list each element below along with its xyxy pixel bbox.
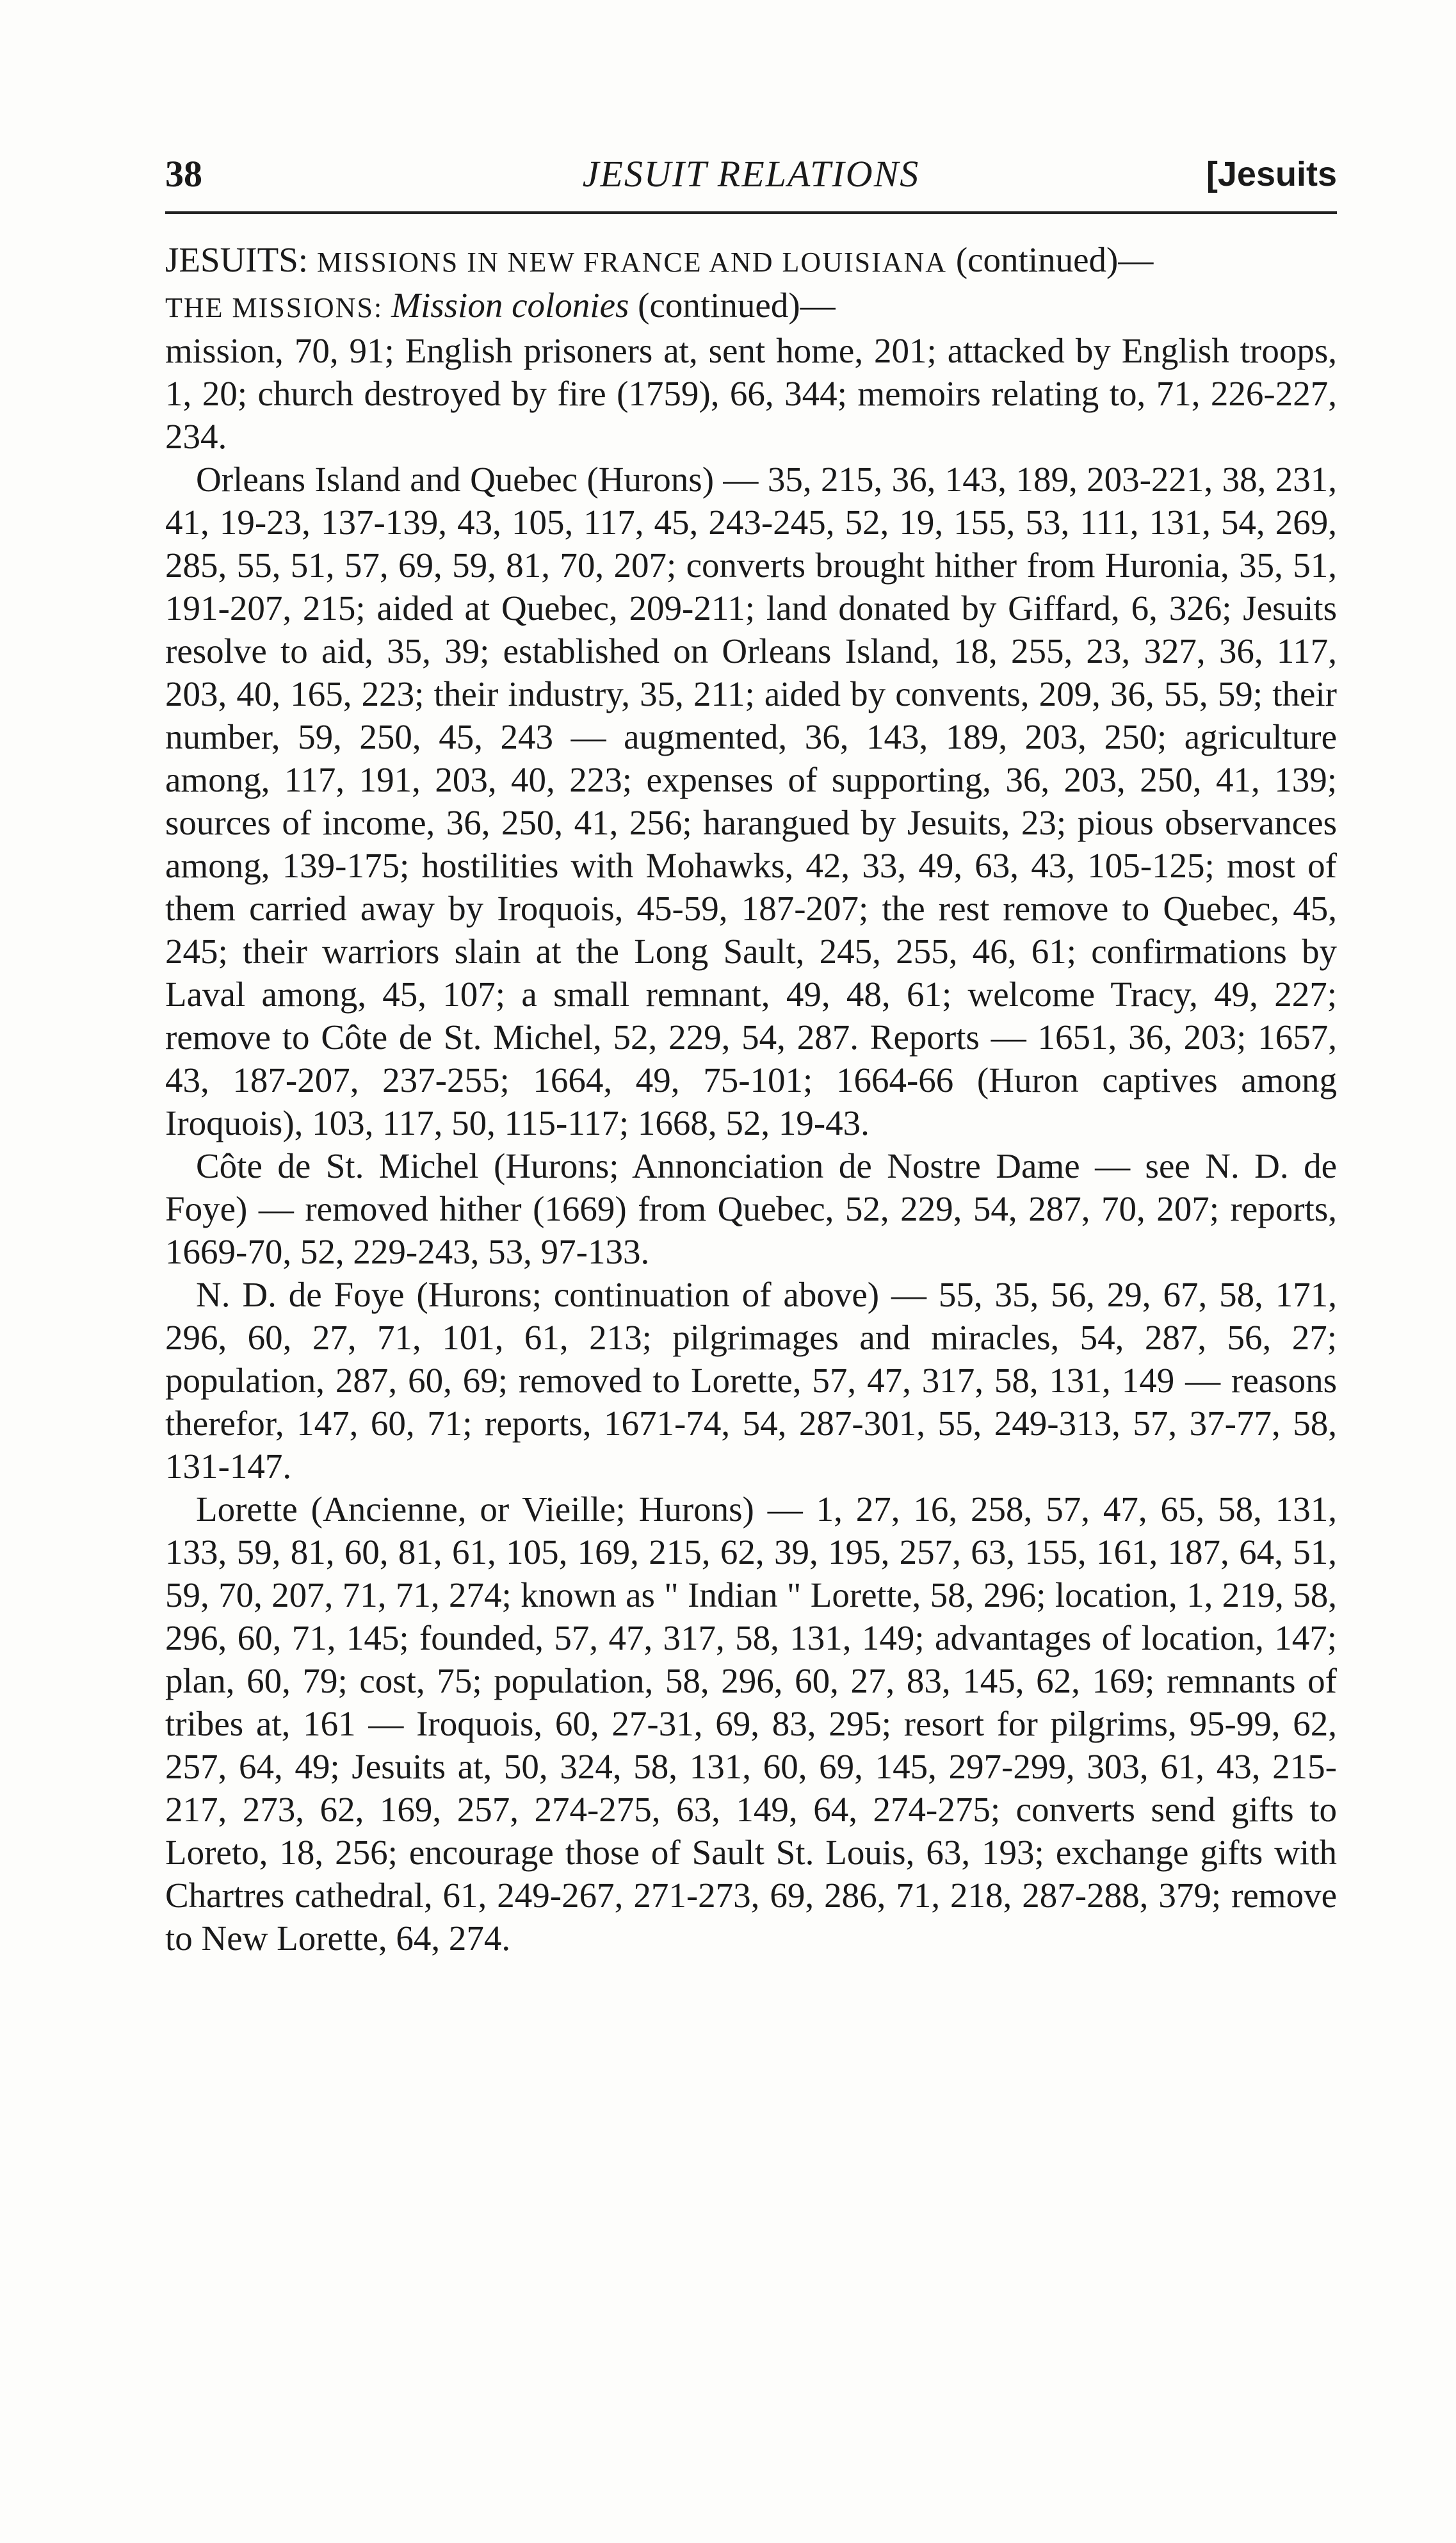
entry-paragraph-orleans-island: Orleans Island and Quebec (Hurons) — 35, 215, 36, 143, 189, 203-221, 38, 231, 41, 19-23, 137-139, 43, 105, 117, 45, 243-245, 52, 19, 155, 53, 111, 131, 54, 269, 285, 55, 51, 57, 69, 59, 81, 70, 207; converts brought hither from Huronia, 35, 51, 191-207, 215; aided at Quebec, 209-211; land donated by Giffard, 6, 326; Jesuits resolve to aid, 35, 39; established on Orleans Island, 18, 255, 23, 327, 36, 117, 203, 40, 165, 223; their industry, 35, 211; aided by convents, 209, 36, 55, 59; their number, 59, 250, 45, 243 — augmented, 36, 143, 189, 203, 250; agriculture among, 117, 191, 203, 40, 223; expenses of supporting, 36, 203, 250, 41, 139; sources of income, 36, 250, 41, 256; harangued by Jesuits, 23; pious observances among, 139-175; hostilities with Mohawks, 42, 33, 49, 63, 43, 105-125; most of them carried away by Iroquois, 45-59, 187-207; the rest remove to Quebec, 45, 245; their warriors slain at the Long Sault, 245, 255, 46, 61; confirmations by Laval among, 45, 107; a small remnant, 49, 48, 61; welcome Tracy, 49, 227; remove to Côte de St. Michel, 52, 229, 54, 287. Reports — 1651, 36, 203; 1657, 43, 187-207, 237-255; 1664, 49, 75-101; 1664-66 (Huron captives among Iroquois), 103, 117, 50, 115-117; 1668, 52, 19-43. bbox=[165, 460, 1337, 1142]
running-head bbox=[165, 149, 1337, 200]
entry-heading-missions: THE MISSIONS: bbox=[165, 292, 392, 323]
entry-heading-line-2 bbox=[165, 284, 1337, 329]
entry-heading-subterm: MISSIONS IN NEW FRANCE AND LOUISIANA bbox=[316, 247, 948, 278]
entry-paragraph-mission: mission, 70, 91; English prisoners at, sent home, 201; attacked by English troops, 1, 20; church destroyed by fire (1759), 66, 344; memoirs relating to, 71, 226-227, 234. bbox=[165, 331, 1337, 456]
entry-heading-term: JESUITS: bbox=[165, 240, 317, 279]
running-title: JESUIT RELATIONS bbox=[582, 153, 920, 195]
entry-paragraph-lorette: Lorette (Ancienne, or Vieille; Hurons) — 1, 27, 16, 258, 57, 47, 65, 58, 131, 133, 59, 81, 60, 81, 61, 105, 169, 215, 62, 39, 195, 257, 63, 155, 161, 187, 64, 51, 59, 70, 207, 71, 71, 274; known as " Indian " Lorette, 58, 296; location, 1, 219, 58, 296, 60, 71, 145; founded, 57, 47, 317, 58, 131, 149; advantages of location, 147; plan, 60, 79; cost, 75; population, 58, 296, 60, 27, 83, 145, 62, 169; remnants of tribes at, 161 — Iroquois, 60, 27-31, 69, 83, 295; resort for pilgrims, 95-99, 62, 257, 64, 49; Jesuits at, 50, 324, 58, 131, 60, 69, 145, 297-299, 303, 61, 43, 215-217, 273, 62, 169, 257, 274-275, 63, 149, 64, 274-275; converts send gifts to Loreto, 18, 256; encourage those of Sault St. Louis, 63, 193; exchange gifts with Chartres cathedral, 61, 249-267, 271-273, 69, 286, 71, 218, 287-288, 379; remove to New Lorette, 64, 274. bbox=[165, 1490, 1337, 1958]
entry-paragraph-cote-st-michel: Côte de St. Michel (Hurons; Annonciation de Nostre Dame — see N. D. de Foye) — removed hither (1669) from Quebec, 52, 229, 54, 287, 70, 207; reports, 1669-70, 52, 229-243, 53, 97-133. bbox=[165, 1146, 1337, 1271]
index-entry bbox=[165, 238, 1337, 1960]
entry-heading-continued-2: (continued)— bbox=[629, 286, 836, 325]
header-rule bbox=[165, 211, 1337, 214]
section-tag: [Jesuits bbox=[1206, 155, 1337, 193]
entry-heading-line-1 bbox=[165, 238, 1337, 284]
entry-heading-continued: (continued)— bbox=[947, 240, 1154, 279]
page-number: 38 bbox=[165, 153, 202, 195]
entry-heading-colonies: Mission colonies bbox=[391, 286, 629, 325]
entry-paragraph-nd-de-foye: N. D. de Foye (Hurons; continuation of above) — 55, 35, 56, 29, 67, 58, 171, 296, 60, 27, 71, 101, 61, 213; pilgrimages and miracles, 54, 287, 56, 27; population, 287, 60, 69; removed to Lorette, 57, 47, 317, 58, 131, 149 — reasons therefor, 147, 60, 71; reports, 1671-74, 54, 287-301, 55, 249-313, 57, 37-77, 58, 131-147. bbox=[165, 1275, 1337, 1486]
